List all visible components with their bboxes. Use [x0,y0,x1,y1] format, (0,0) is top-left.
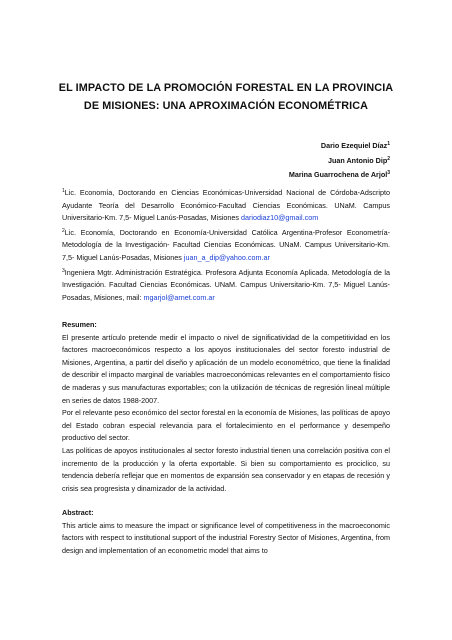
author: Juan Antonio Dip$^2$ [327,155,390,165]
email-link[interactable]: dariodiaz10@gmail.com [240,213,319,223]
resumen-paragraph: Por el relevante peso económico del sector forestal en la economía de Misiones, las políticas de apoyo del Estado cobran especial relevancia para el fortalecimiento en el performance y desempeño productivo del sector. [62,408,391,443]
affiliation-1: $^1$Lic. Economía, Doctorando en Ciencias Económicas-Universidad Nacional de Córdoba-Adscripto Ayudante Teoría del Desarrollo Económico-Facultad Ciencias Económicas. UNaM. Campus Universitario-Km. 7,5- Miguel Lanús-Posadas, Misiones dariodiaz10@gmail.com [62,188,390,223]
abstract-heading: Abstract: [62,508,94,517]
paper-title [40,79,412,115]
email-link[interactable]: juan_a_dip@yahoo.com.ar [183,252,270,262]
resumen-section [62,319,390,495]
author-list [289,138,390,182]
resumen-paragraph: Las políticas de apoyos institucionales al sector foresto industrial tienen una correlación positiva con el incremento de la producción y la oferta exportable. Si bien su comportamiento es prociclico, su tendencia debería reflejar que en momentos de expansión sea conservador y en etapas de recesión y crisis sea progresista y dinamizador de la actividad. [62,445,390,493]
affiliation-3: $^3$Ingeniera Mgtr. Administración Estratégica. Profesora Adjunta Economía Aplicada. Metodología de la Investigación. Facultad Ciencias Económicas. UNaM. Campus Universitario-Km. 7,5- Miguel Lanús-Posadas, Misiones, mail: mgarjol@arnet.com.ar [62,267,390,302]
abstract-section [62,507,390,557]
title-line-2: DE MISIONES: UNA APROXIMACIÓN ECONOMÉTRICA [83,100,369,112]
abstract-paragraph: This article aims to measure the impact or significance level of competitiveness in the macroeconomic factors with respect to institutional support of the industrial Forestry Sector of Misiones, Argentina, from design and implementation of an econometric model that aims to [62,520,390,555]
author: Marina Guarrochena de Arjol$^3$ [288,170,390,179]
author: Dario Ezequiel Díaz$^1$ [320,141,390,150]
resumen-heading: Resumen: [62,320,97,329]
affiliation-2: $^2$Lic. Economía, Doctorando en Economía-Universidad Católica Argentina-Profesor Econometría-Metodología de la Investigación- Facultad Ciencias Económicas. UNaM. Campus Universitario-Km. 7,5- Miguel Lanús-Posadas, Misiones juan_a_dip@yahoo.com.ar [62,227,390,262]
title-line-1: EL IMPACTO DE LA PROMOCIÓN FORESTAL EN LA PROVINCIA [58,82,394,94]
email-link[interactable]: mgarjol@arnet.com.ar [143,292,215,302]
resumen-paragraph: El presente artículo pretende medir el impacto o nivel de significatividad de la competitividad en los factores macroeconómicos respecto a los apoyos institucionales del sector foresto industrial de Misiones, Argentina, a partir del diseño y aplicación de un modelo econométrico, que tiene la finalidad de describir el impacto marginal de variables macroeconómicas relevantes en el comportamiento físico de maderas y sus manufacturas exportables; con la utilización de técnicas de regresión lineal múltiple en series de datos 1988-2007. [62,332,390,405]
affiliations [62,185,390,304]
